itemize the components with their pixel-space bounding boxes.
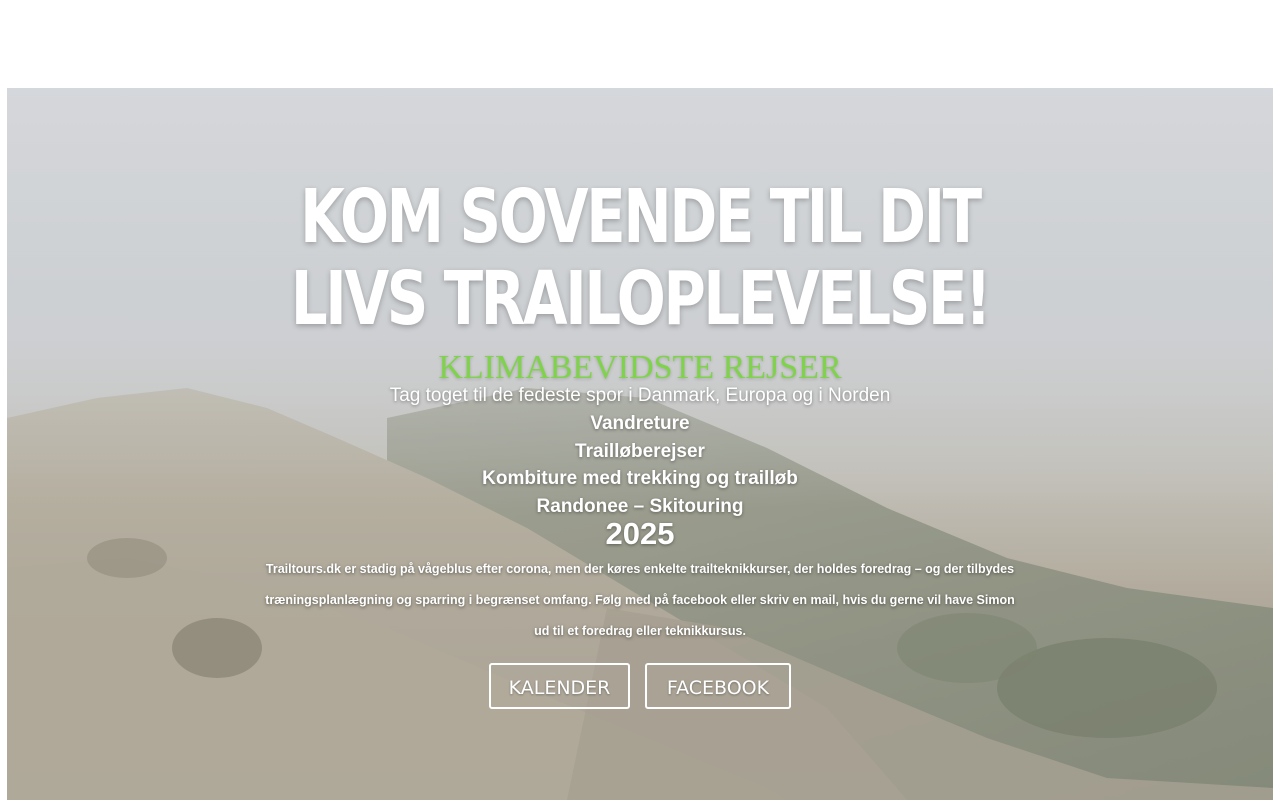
facebook-button[interactable]: FACEBOOK — [645, 663, 791, 709]
hero-subheading: KLIMABEVIDSTE REJSER — [438, 349, 842, 386]
trip-type-item: Trailløberejser — [575, 440, 705, 462]
hero-content — [7, 88, 1273, 800]
headline-line-1: KOM SOVENDE TIL DIT — [300, 174, 980, 260]
calendar-button[interactable]: KALENDER — [489, 663, 630, 709]
hero-section — [7, 88, 1273, 800]
trip-type-item: Vandreture — [590, 413, 690, 434]
season-year: 2025 — [605, 516, 675, 551]
trip-types-list — [7, 410, 1273, 520]
hero-buttons — [7, 663, 1273, 709]
trip-type-item: Kombiture med trekking og trailløb — [482, 468, 798, 489]
top-header-bar — [0, 0, 1280, 88]
hero-tagline: Tag toget til de fedeste spor i Danmark, Europa og i Norden — [389, 385, 891, 406]
headline-line-2: LIVS TRAILOPLEVELSE! — [290, 256, 990, 342]
hero-headline — [146, 176, 1133, 340]
trip-type-item: Randonee – Skitouring — [536, 495, 744, 517]
status-notice: Trailtours.dk er stadig på vågeblus efter corona, men der køres enkelte trailteknikkurser, der holdes foredrag – og der tilbydes træningsplanlægning og sparring i begrænset omfang. Følg med på facebook eller skriv en mail, hvis du gerne vil have Simon ud til et foredrag eller teknikkursus. — [265, 562, 1015, 638]
